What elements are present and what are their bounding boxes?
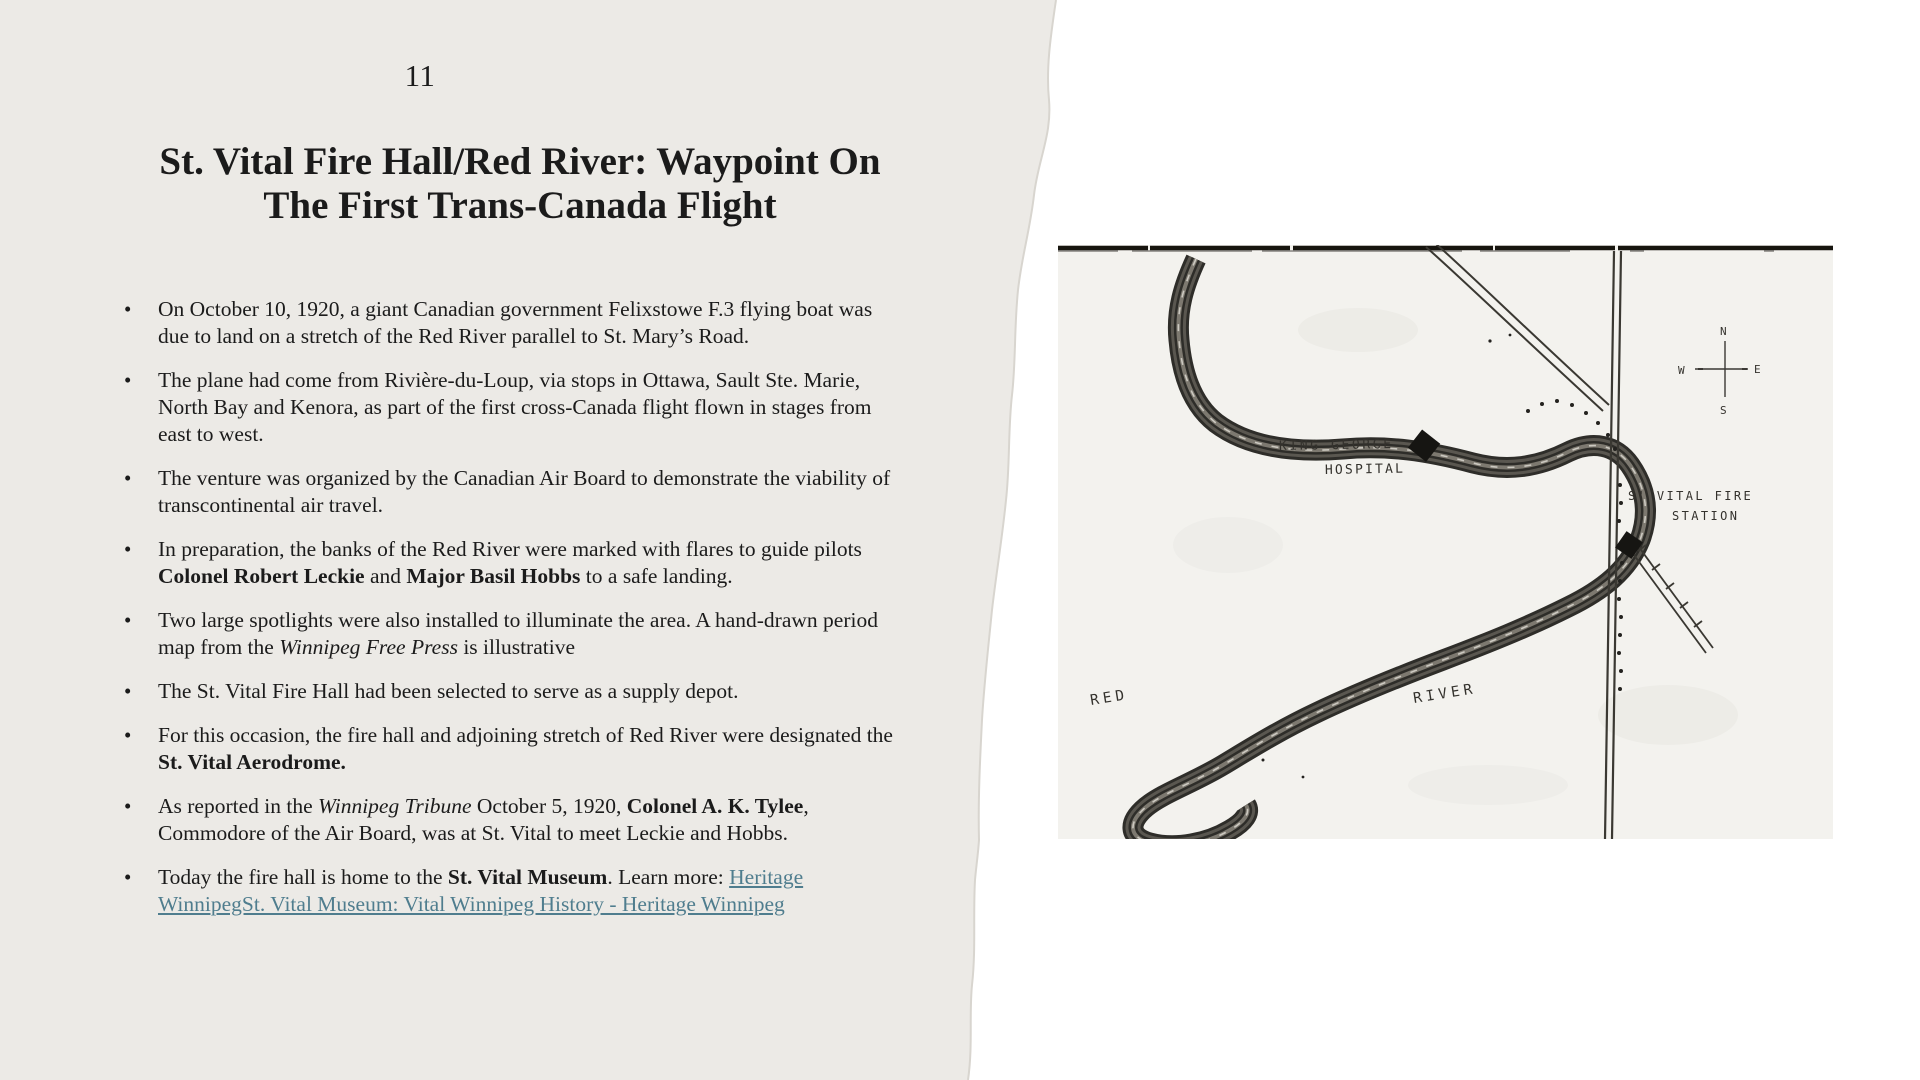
label-hospital: HOSPITAL	[1324, 461, 1406, 478]
compass-s: S	[1720, 404, 1727, 417]
bullet-item	[112, 536, 899, 590]
label-king-george: KING GEORGE	[1278, 436, 1394, 454]
hand-drawn-map-image	[1058, 245, 1833, 839]
bullet-list	[112, 296, 899, 935]
text-segment: The St. Vital Fire Hall had been selected to serve as a supply depot.	[158, 679, 739, 703]
text-segment: For this occasion, the fire hall and adjoining stretch of Red River were designated the	[158, 723, 893, 747]
text-segment: On October 10, 1920, a giant Canadian government Felixstowe F.3 flying boat was due to land on a stretch of the Red River parallel to St. Mary’s Road.	[158, 297, 873, 348]
bullet-item	[112, 793, 899, 847]
bullet-item	[112, 607, 899, 661]
bullet-item	[112, 296, 899, 350]
label-fire-station-2: STATION	[1672, 509, 1740, 523]
label-fire-station-1: S' VITAL FIRE	[1628, 489, 1754, 503]
text-segment: St. Vital Aerodrome.	[158, 750, 346, 774]
text-segment: . Learn more:	[607, 865, 730, 889]
text-segment: Major Basil Hobbs	[406, 564, 581, 588]
text-segment: Winnipeg Tribune	[318, 794, 472, 818]
text-segment: The plane had come from Rivière-du-Loup, via stops in Ottawa, Sault Ste. Marie, North Bay and Kenora, as part of the first cross-Canada flight flown in stages from east to west.	[158, 368, 872, 446]
text-segment: October 5, 1920,	[471, 794, 627, 818]
text-segment: Two large spotlights were also installed to illuminate the area. A hand-drawn period map from the	[158, 608, 878, 659]
compass-w: W	[1678, 364, 1685, 377]
text-segment: As reported in the	[158, 794, 319, 818]
text-segment: In preparation, the banks of the Red River were marked with flares to guide pilots	[158, 537, 862, 561]
text-segment: St. Vital Fire Hall/Red River:	[159, 140, 648, 183]
compass-rose	[1695, 341, 1748, 397]
slide-title	[110, 140, 930, 228]
text-segment: Colonel A. K. Tylee	[626, 794, 804, 818]
page-number: 11	[404, 58, 436, 93]
label-river: RIVER	[1412, 681, 1478, 707]
text-segment: Waypoint On	[647, 140, 881, 183]
text-segment: The First Trans-Canada Flight	[263, 184, 777, 227]
bullet-item	[112, 864, 899, 918]
compass-n: N	[1720, 325, 1727, 338]
bullet-item	[112, 678, 899, 705]
text-segment: is illustrative	[457, 635, 575, 659]
text-segment: Colonel Robert Leckie	[158, 564, 365, 588]
text-segment: The venture was organized by the Canadian Air Board to demonstrate the viability of transcontinental air travel.	[158, 466, 891, 517]
road-diagonal-upper	[1426, 245, 1609, 411]
text-segment: and	[364, 564, 407, 588]
text-segment: St. Vital Museum	[447, 865, 608, 889]
map-drawing	[1058, 245, 1833, 839]
text-segment: to a safe landing.	[580, 564, 733, 588]
heritage-winnipeg-link[interactable]: Heritage WinnipegSt. Vital Museum: Vital Winnipeg History - Heritage Winnipeg	[158, 865, 804, 916]
text-segment: , Commodore of the Air Board, was at St. Vital to meet Leckie and Hobbs.	[158, 794, 809, 845]
bullet-item	[112, 722, 899, 776]
text-segment: Winnipeg Free Press	[279, 635, 458, 659]
bullet-item	[112, 367, 899, 448]
compass-e: E	[1754, 363, 1761, 376]
bullet-item	[112, 465, 899, 519]
label-red: RED	[1089, 687, 1130, 709]
text-segment: Today the fire hall is home to the	[158, 865, 448, 889]
